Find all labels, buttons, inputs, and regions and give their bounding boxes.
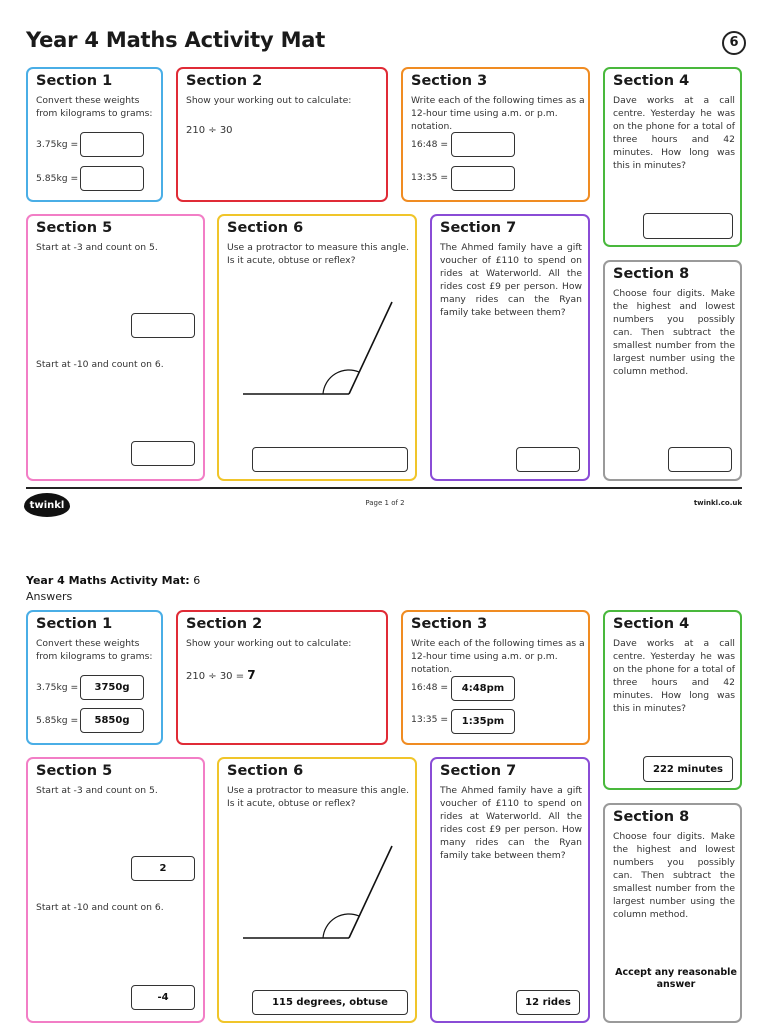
section-5-card xyxy=(26,214,205,481)
answer-box: 115 degrees, obtuse xyxy=(252,990,408,1015)
section-heading: Section 1 xyxy=(36,616,113,632)
section-heading: Section 3 xyxy=(411,73,488,89)
section-heading: Section 7 xyxy=(440,763,517,779)
section-heading: Section 1 xyxy=(36,73,113,89)
section-3-answer-card xyxy=(401,610,590,745)
answer-box[interactable] xyxy=(643,213,733,239)
answer-box[interactable] xyxy=(668,447,732,472)
section-text: Write each of the following times as a 12-hour time using a.m. or p.m. notation. xyxy=(411,95,585,132)
section-heading: Section 5 xyxy=(36,763,113,779)
section-text: Start at -3 and count on 5. xyxy=(36,242,158,253)
section-1-card xyxy=(26,67,163,202)
question-label: Start at -10 and count on 6. xyxy=(36,902,164,913)
section-6-answer-card xyxy=(217,757,417,1023)
answers-title-number: 6 xyxy=(193,574,201,587)
question-label: 13:35 = xyxy=(411,172,449,183)
footer-divider xyxy=(26,487,742,489)
answer-box: 1:35pm xyxy=(451,709,515,734)
answer-box[interactable] xyxy=(451,166,515,191)
section-4-answer-card xyxy=(603,610,742,790)
answer-box: 2 xyxy=(131,856,195,881)
question-label: 5.85kg = xyxy=(36,715,79,726)
question-label: 16:48 = xyxy=(411,682,449,693)
section-heading: Section 4 xyxy=(613,616,690,632)
answer-box[interactable] xyxy=(252,447,408,472)
section-1-answer-card xyxy=(26,610,163,745)
section-3-card xyxy=(401,67,590,202)
section-text: Convert these weights from kilograms to grams: xyxy=(36,638,153,662)
section-text: Convert these weights from kilograms to grams: xyxy=(36,95,153,119)
answer-box[interactable] xyxy=(131,313,195,338)
section-8-answer-card xyxy=(603,803,742,1023)
page-title: Year 4 Maths Activity Mat xyxy=(26,28,326,52)
section-2-card xyxy=(176,67,388,202)
page-number-badge: 6 xyxy=(722,31,746,55)
answers-subtitle: Answers xyxy=(26,590,73,603)
section-text: Start at -3 and count on 5. xyxy=(36,785,158,796)
section-heading: Section 8 xyxy=(613,809,690,825)
section-heading: Section 6 xyxy=(227,220,304,236)
answer-box: 222 minutes xyxy=(643,756,733,782)
question-label: 13:35 = xyxy=(411,714,449,725)
answer-note: Accept any reasonable answer xyxy=(615,967,737,990)
answer-box: 12 rides xyxy=(516,990,580,1015)
section-7-card xyxy=(430,214,590,481)
section-heading: Section 8 xyxy=(613,266,690,282)
section-text: Dave works at a call centre. Yesterday he was on the phone for a total of three hours and 42 minutes. How long was this in minutes? xyxy=(613,95,735,171)
twinkl-logo: twinkl xyxy=(24,493,70,517)
calculation-answer: 7 xyxy=(247,668,256,682)
section-5-answer-card xyxy=(26,757,205,1023)
answer-box[interactable] xyxy=(516,447,580,472)
section-text: Use a protractor to measure this angle. Is it acute, obtuse or reflex? xyxy=(227,242,409,266)
section-4-card xyxy=(603,67,742,247)
section-text: Show your working out to calculate: xyxy=(186,95,352,106)
answer-box: -4 xyxy=(131,985,195,1010)
answer-box[interactable] xyxy=(80,132,144,157)
answer-box: 5850g xyxy=(80,708,144,733)
section-heading: Section 3 xyxy=(411,616,488,632)
section-2-answer-card xyxy=(176,610,388,745)
site-link[interactable]: twinkl.co.uk xyxy=(693,499,742,507)
question-label: 3.75kg = xyxy=(36,139,79,150)
answer-box[interactable] xyxy=(131,441,195,466)
answer-box[interactable] xyxy=(80,166,144,191)
section-text: Choose four digits. Make the highest and lowest numbers you possibly can. Then subtract the smallest number from the largest number using the column method. xyxy=(613,288,735,377)
section-heading: Section 7 xyxy=(440,220,517,236)
section-heading: Section 6 xyxy=(227,763,304,779)
answer-box: 4:48pm xyxy=(451,676,515,701)
section-text: Dave works at a call centre. Yesterday he was on the phone for a total of three hours and 42 minutes. How long was this in minutes? xyxy=(613,638,735,714)
question-label: 5.85kg = xyxy=(36,173,79,184)
section-6-card xyxy=(217,214,417,481)
section-text: Write each of the following times as a 12-hour time using a.m. or p.m. notation. xyxy=(411,638,585,675)
section-text: The Ahmed family have a gift voucher of £110 to spend on rides at Waterworld. All the rides cost £9 per person. How many rides can the Ryan family take between them? xyxy=(440,242,582,318)
section-heading: Section 4 xyxy=(613,73,690,89)
section-heading: Section 2 xyxy=(186,73,263,89)
question-label: Start at -10 and count on 6. xyxy=(36,359,164,370)
section-heading: Section 5 xyxy=(36,220,113,236)
answer-box[interactable] xyxy=(451,132,515,157)
answers-title-text: Year 4 Maths Activity Mat: xyxy=(26,574,190,587)
angle-diagram xyxy=(239,296,399,406)
section-7-answer-card xyxy=(430,757,590,1023)
angle-diagram xyxy=(239,841,399,951)
section-text: The Ahmed family have a gift voucher of £110 to spend on rides at Waterworld. All the rides cost £9 per person. How many rides can the Ryan family take between them? xyxy=(440,785,582,861)
calculation: 210 ÷ 30 xyxy=(186,125,233,136)
calculation-text: 210 ÷ 30 = xyxy=(186,671,245,682)
calculation xyxy=(186,668,256,682)
section-text: Show your working out to calculate: xyxy=(186,638,352,649)
section-text: Use a protractor to measure this angle. Is it acute, obtuse or reflex? xyxy=(227,785,409,809)
section-text: Choose four digits. Make the highest and lowest numbers you possibly can. Then subtract the smallest number from the largest number using the column method. xyxy=(613,831,735,920)
answers-title xyxy=(26,574,200,587)
section-8-card xyxy=(603,260,742,481)
section-heading: Section 2 xyxy=(186,616,263,632)
question-label: 16:48 = xyxy=(411,139,449,150)
answer-box: 3750g xyxy=(80,675,144,700)
question-label: 3.75kg = xyxy=(36,682,79,693)
page-indicator: Page 1 of 2 xyxy=(365,499,405,507)
